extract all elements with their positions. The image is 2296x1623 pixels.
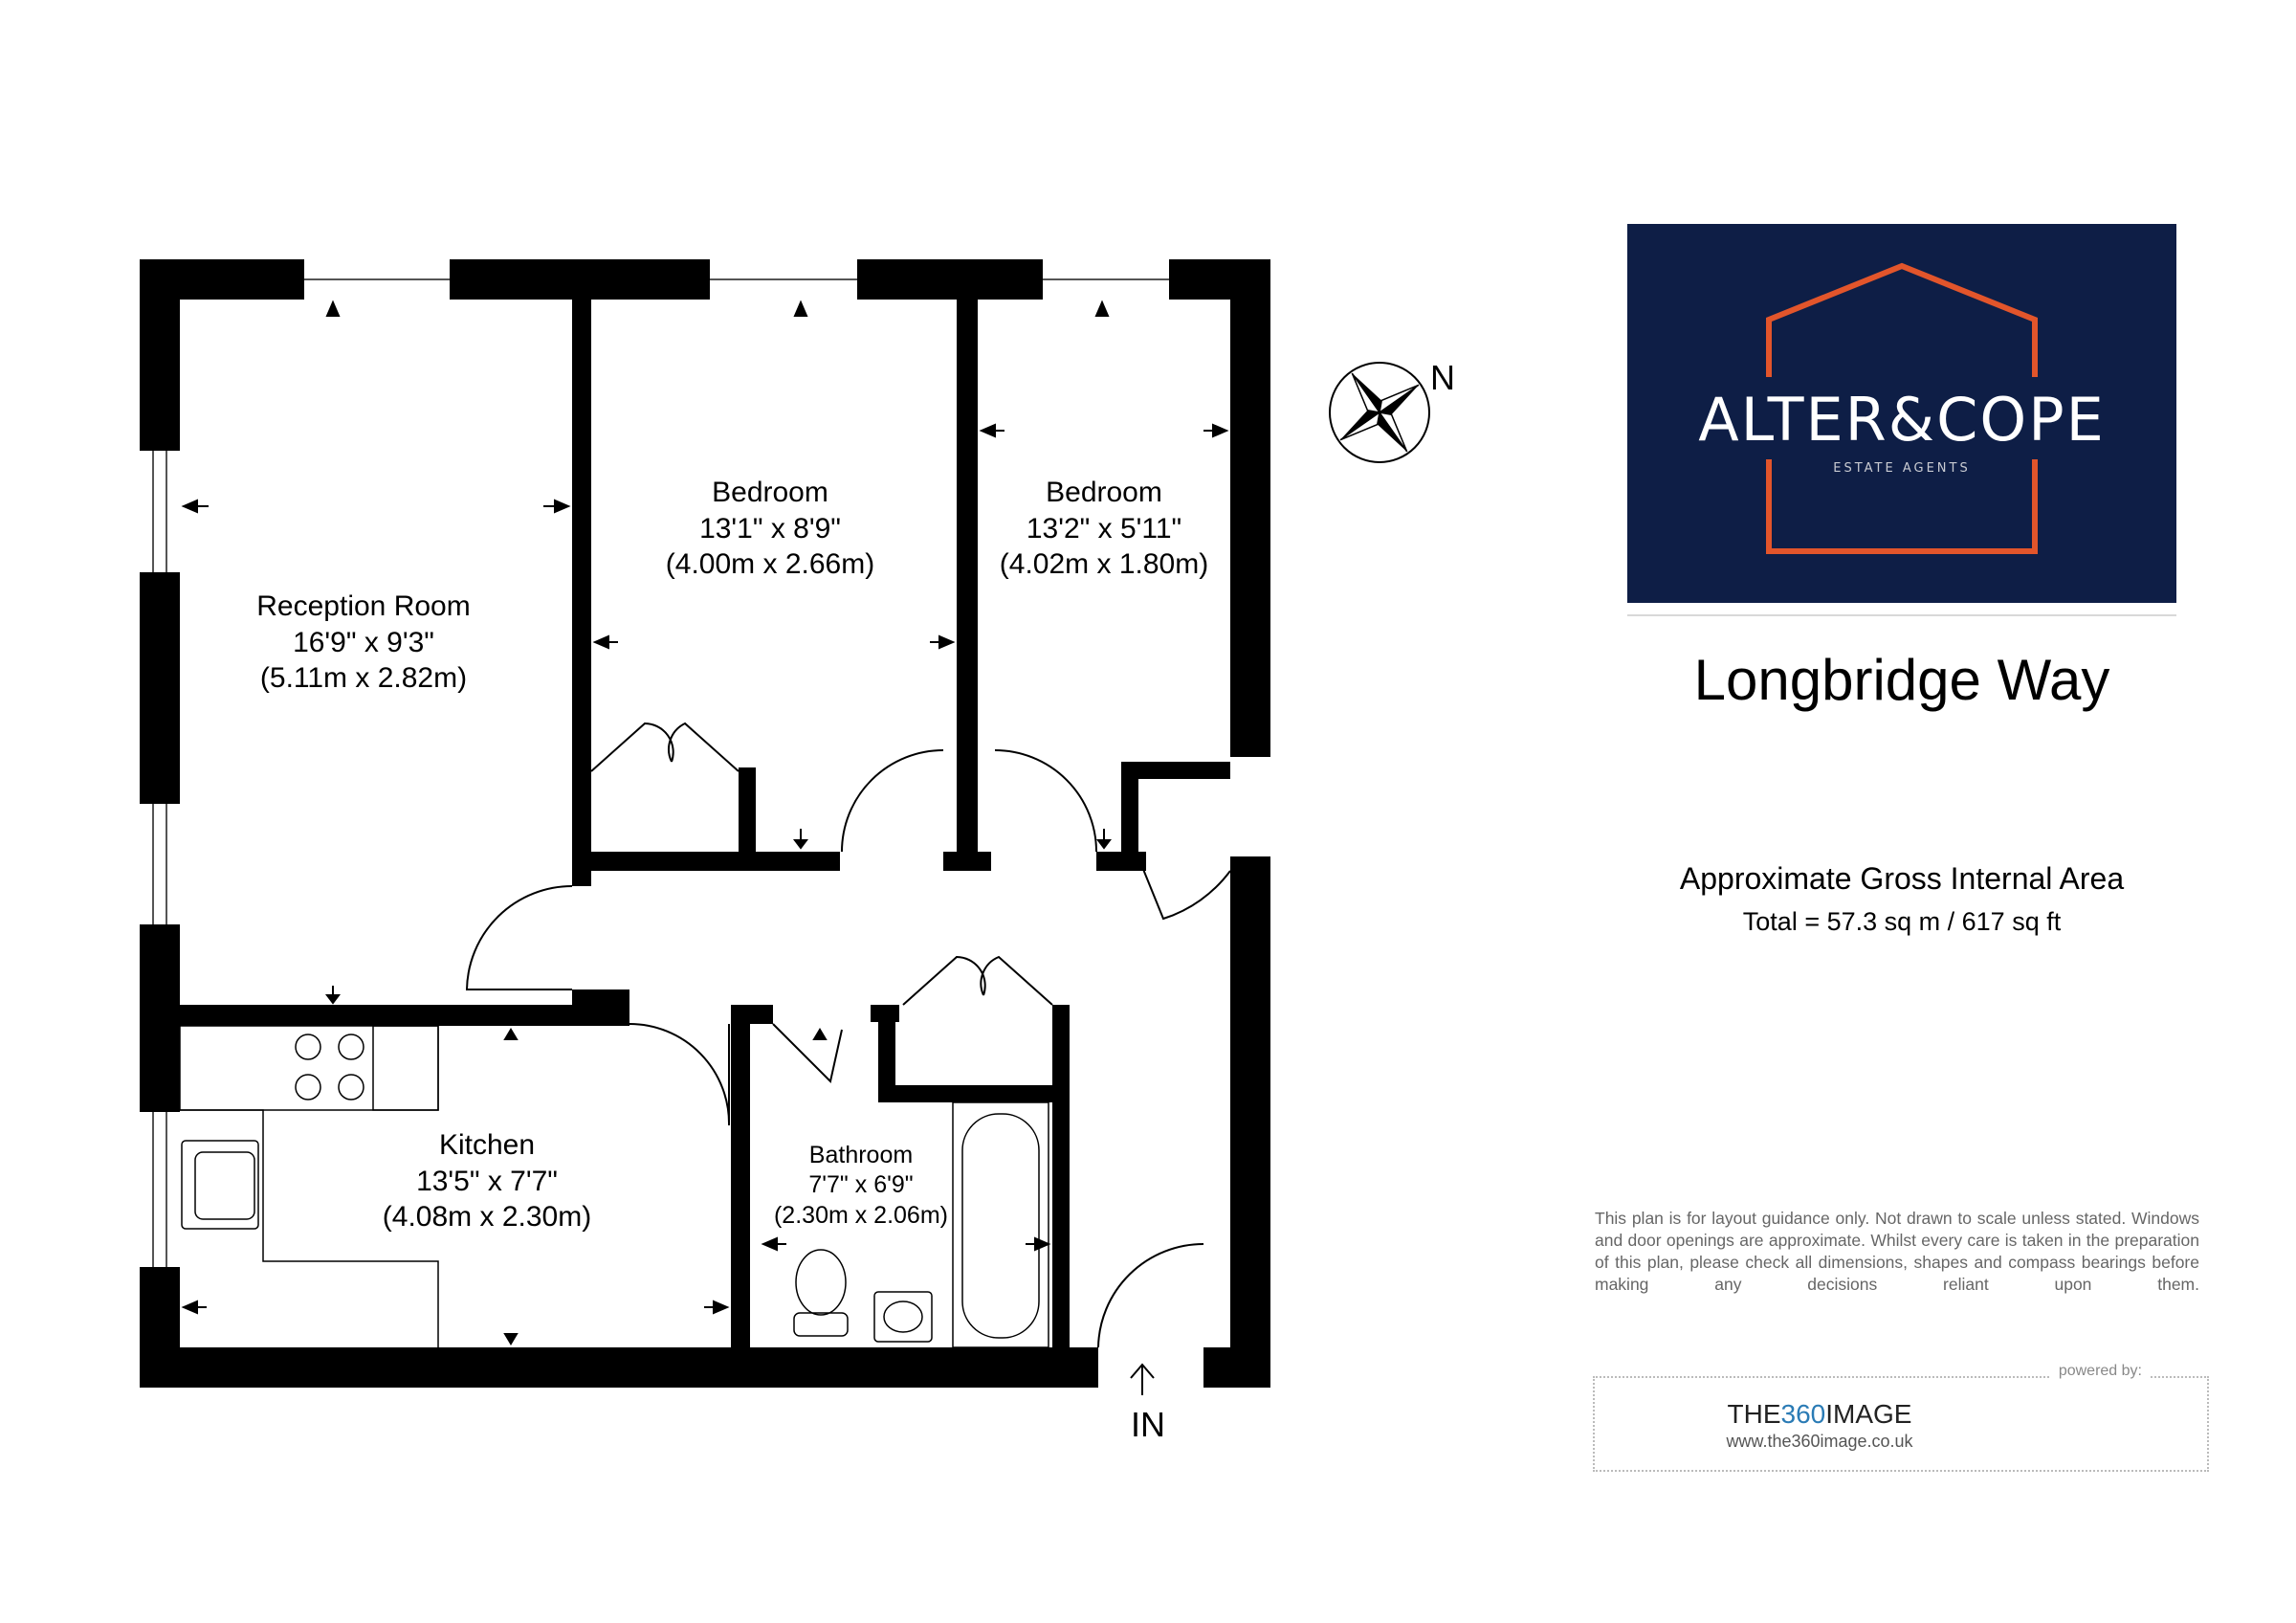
powered-by-box[interactable] — [1593, 1363, 2209, 1472]
room-metric: (2.30m x 2.06m) — [773, 1201, 948, 1229]
area-total: Total = 57.3 sq m / 617 sq ft — [1742, 907, 2062, 936]
room-name: Kitchen — [438, 1129, 536, 1161]
brand-part: IMAGE — [1825, 1399, 1912, 1429]
agency-logo — [1627, 224, 2176, 603]
brand-part: THE — [1727, 1399, 1781, 1429]
divider — [1627, 614, 2176, 616]
room-metric: (4.02m x 1.80m) — [999, 548, 1209, 580]
compass-north-label: N — [1430, 358, 1455, 397]
disclaimer-text: This plan is for layout guidance only. Not drawn to scale unless stated. Windows and door openings are approximate. Whilst every care is taken in the preparation of this plan, please check all dimensions, shapes and compass bearings before making any decisions reliant upon them. — [1595, 1209, 2199, 1294]
wall-bed1-bottom-a — [572, 852, 840, 871]
room-kitchen — [348, 1127, 626, 1235]
wall-wardrobe1 — [739, 767, 756, 854]
windows — [153, 279, 1169, 1267]
room-imperial: 13'5" x 7'7" — [416, 1165, 558, 1197]
property-address: Longbridge Way — [1693, 648, 2110, 712]
room-metric: (4.08m x 2.30m) — [382, 1201, 592, 1233]
entrance-label: IN — [1131, 1405, 1165, 1444]
wall-top-3 — [857, 259, 1043, 300]
wall-bottom-2 — [1203, 1347, 1270, 1388]
wall-bed1-bottom-b — [943, 852, 991, 871]
the360image-brand — [1595, 1399, 2044, 1430]
agency-tagline: ESTATE AGENTS — [1833, 461, 1971, 476]
wall-recep-kitchen — [180, 1005, 582, 1026]
room-name: Bathroom — [808, 1142, 914, 1168]
walls — [140, 259, 1270, 1388]
area-title: Approximate Gross Internal Area — [1679, 861, 2125, 896]
room-name: Bedroom — [1046, 477, 1162, 508]
room-imperial: 7'7" x 6'9" — [808, 1171, 914, 1199]
the360image-url[interactable]: www.the360image.co.uk — [1726, 1432, 1913, 1451]
room-bedroom-2 — [982, 475, 1226, 583]
compass-icon — [1313, 345, 1446, 478]
dimension-arrows — [184, 302, 1226, 1344]
room-name: Bedroom — [712, 477, 828, 508]
wall-recep-bed — [572, 300, 591, 886]
wall-top-2 — [450, 259, 710, 300]
wall-left-2 — [140, 572, 180, 804]
wall-kitchen-bath — [731, 1005, 750, 1347]
entrance-arrow — [1131, 1365, 1154, 1395]
wall-left-3 — [140, 924, 180, 1112]
wall-bed-bed — [957, 300, 978, 853]
room-metric: (4.00m x 2.66m) — [665, 548, 875, 580]
wall-recep-kitchen-b — [572, 989, 629, 1026]
room-imperial: 16'9" x 9'3" — [293, 626, 434, 658]
brand-part: 360 — [1780, 1399, 1826, 1429]
room-bedroom-1 — [631, 475, 909, 583]
room-metric: (5.11m x 2.82m) — [259, 662, 468, 694]
room-reception — [220, 589, 507, 697]
wall-right-2 — [1230, 856, 1270, 1388]
room-imperial: 13'2" x 5'11" — [1026, 512, 1182, 545]
room-name: Reception Room — [256, 590, 471, 622]
wall-right-1 — [1230, 259, 1270, 757]
room-bathroom — [765, 1141, 957, 1231]
agency-name: ALTER&COPE — [1698, 385, 2106, 455]
wall-wardrobe2-bottom — [878, 1085, 1070, 1102]
wall-cupboard-left — [1121, 762, 1138, 857]
wall-left-1 — [140, 259, 180, 451]
wall-bottom-1 — [140, 1347, 1098, 1388]
wall-bath-stub — [731, 1005, 773, 1024]
wall-wardrobe2-right — [1052, 1005, 1070, 1347]
powered-by-label: powered by: — [2051, 1363, 2150, 1380]
room-imperial: 13'1" x 8'9" — [699, 512, 841, 545]
